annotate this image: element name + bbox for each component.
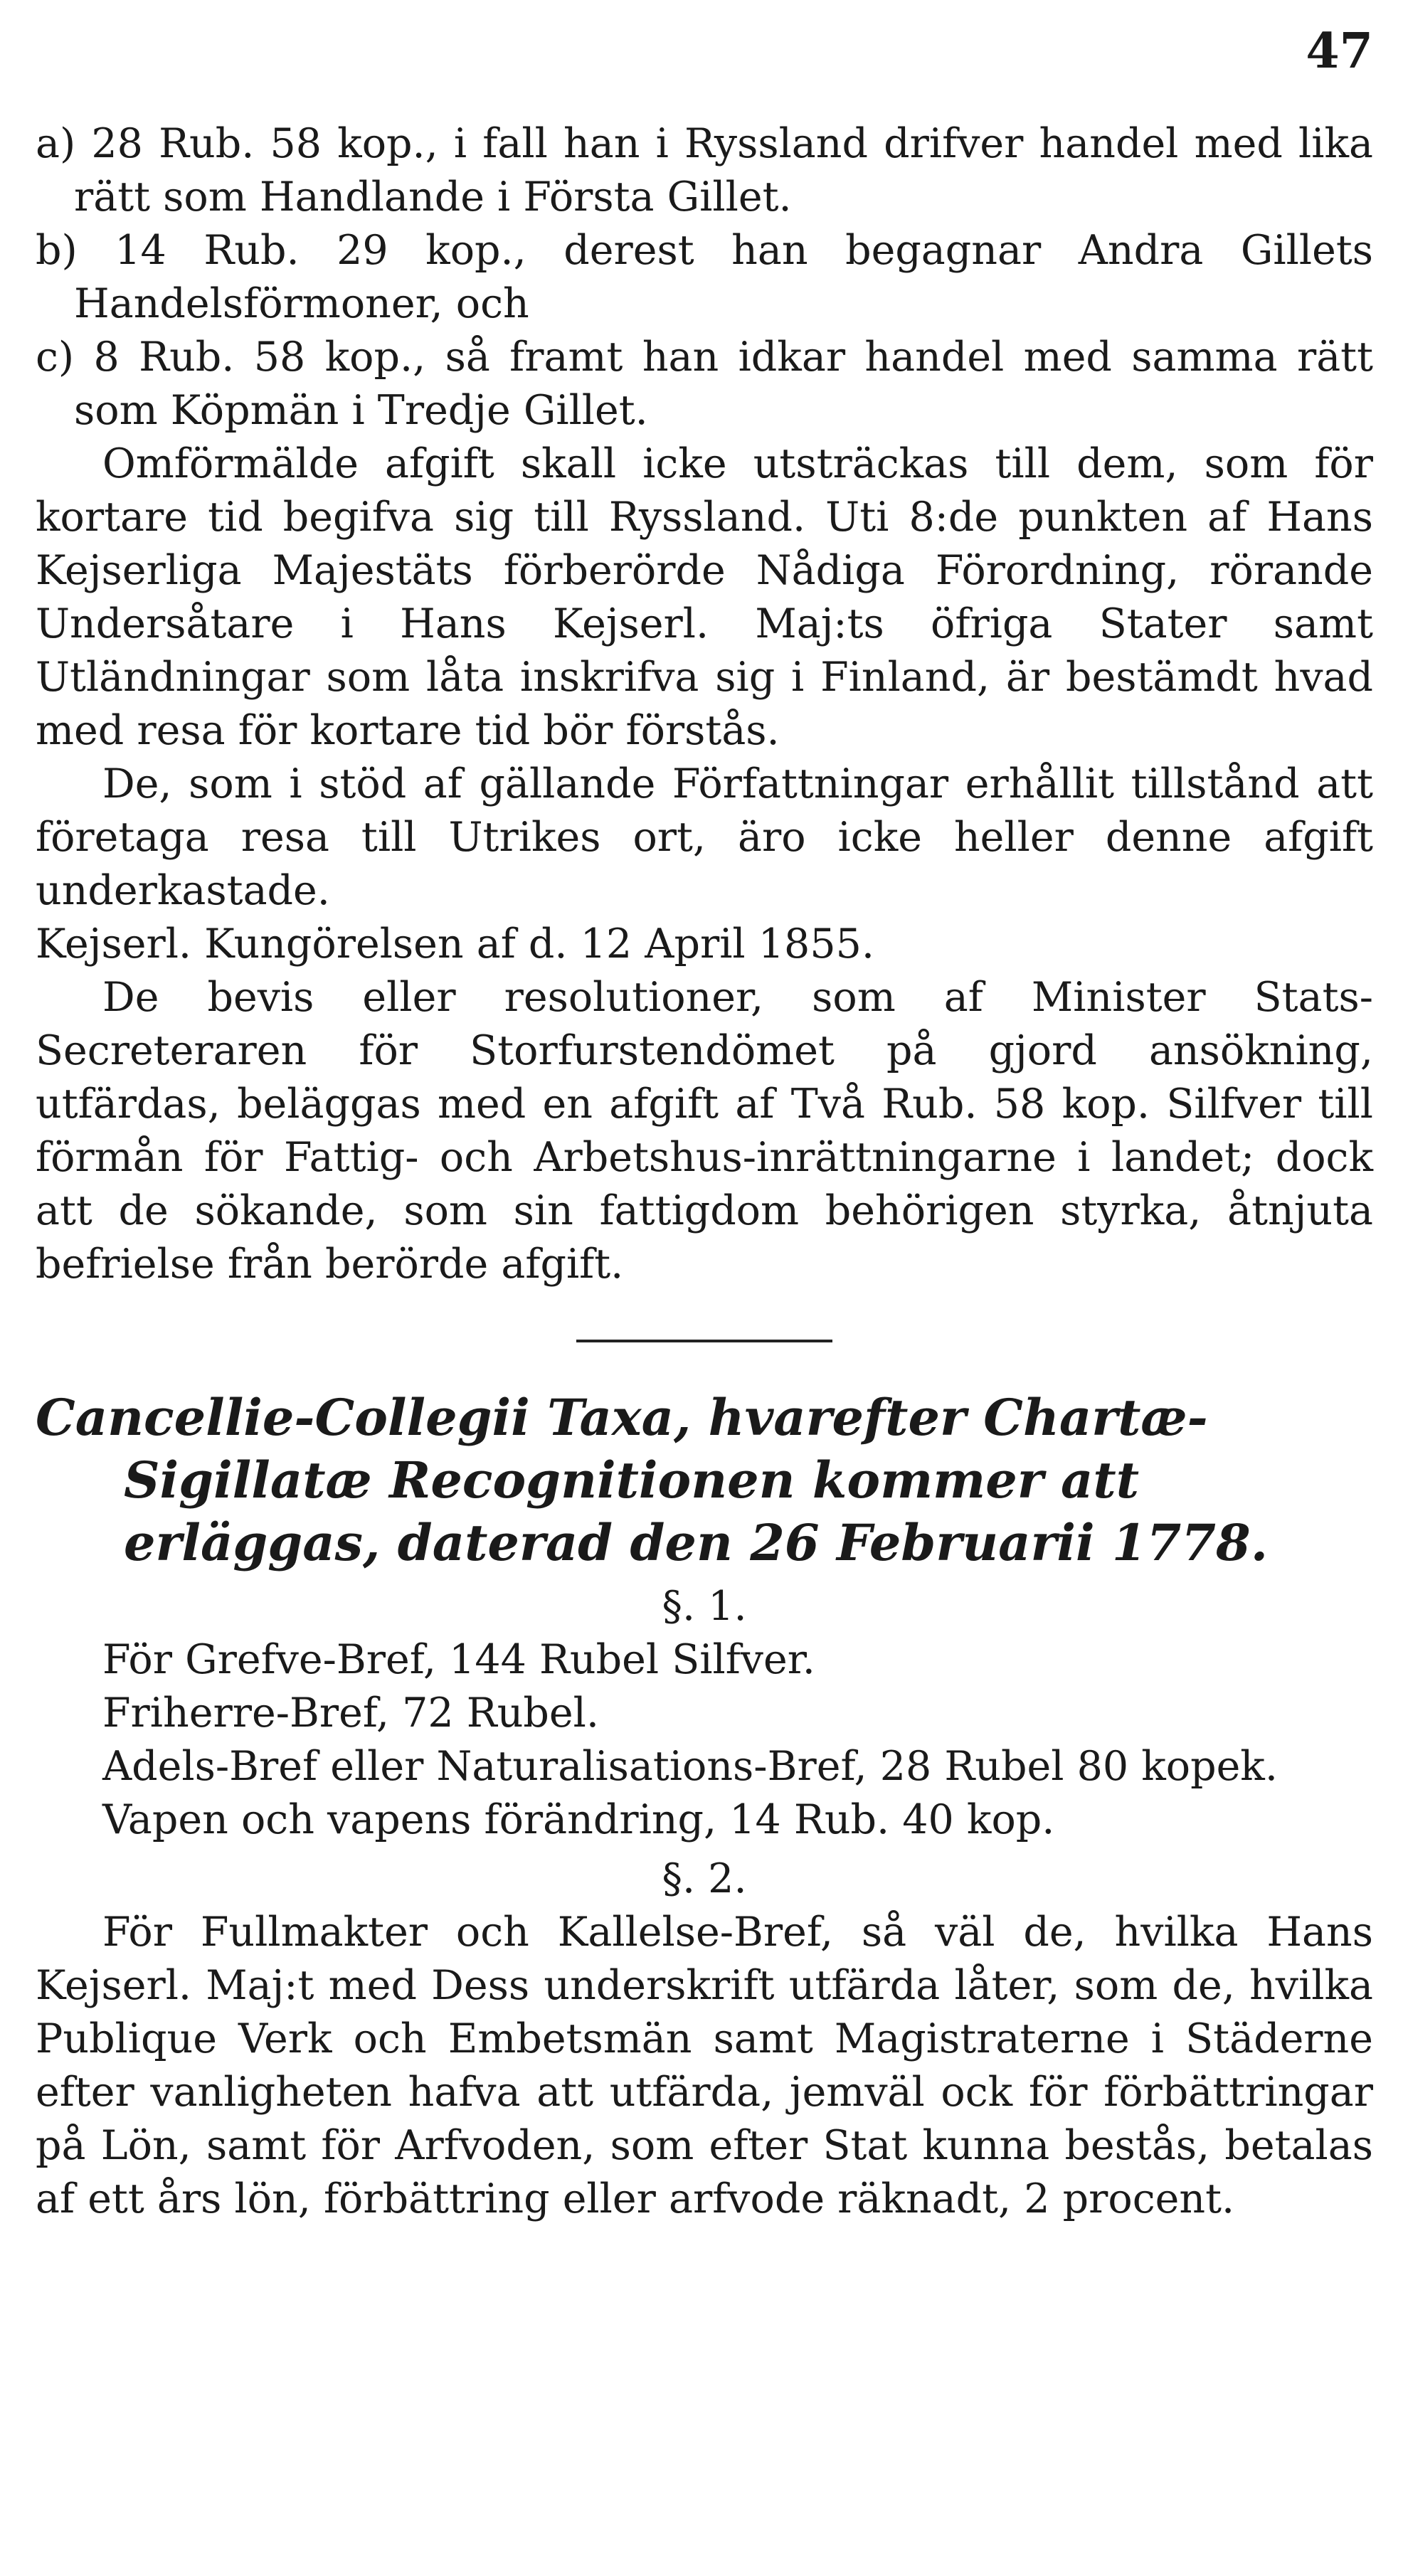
taxa-heading: Cancellie-Collegii Taxa, hvarefter Chartæ-Sigillatæ Recognitionen kommer att erläggas, daterad den 26 Februarii 1778. bbox=[36, 1388, 1269, 1572]
section-2-text: För Fullmakter och Kallelse-Bref, så väl de, hvilka Hans Kejserl. Maj:t med Dess underskrift utfärda låter, som de, hvilka Publique Verk och Embetsmän samt Magistraterne i Städerne efter vanligheten hafva att utfärda, jemväl ock för förbättringar på Lön, samt för Arfvoden, som efter Stat kunna bestås, betalas af ett års lön, förbättring eller arfvode räknadt, 2 procent. bbox=[36, 1909, 1373, 2222]
item-b: b) 14 Rub. 29 kop., derest han begagnar Andra Gillets Handelsförmoner, och bbox=[36, 227, 1373, 327]
paragraph-utrikes: De, som i stöd af gällande Författningar erhållit tillstånd att företaga resa till Utrikes ort, äro icke heller denne afgift underkastade. bbox=[36, 760, 1373, 914]
item-c: c) 8 Rub. 58 kop., så framt han idkar handel med samma rätt som Köpmän i Tredje Gillet. bbox=[36, 334, 1373, 434]
section-1-line: Vapen och vapens förändring, 14 Rub. 40 kop. bbox=[102, 1796, 1055, 1843]
paragraph-bevis: De bevis eller resolutioner, som af Minister Stats-Secreteraren för Storfurstendömet på gjord ansökning, utfärdas, beläggas med en afgift af Två Rub. 58 kop. Silfver till förmån för Fattig- och Arbetshus-inrättningarne i landet; dock att de sökande, som sin fattigdom behörigen styrka, åtnjuta befrielse från berörde afgift. bbox=[36, 974, 1373, 1288]
section-1-title: §. 1. bbox=[662, 1583, 747, 1630]
page-body bbox=[36, 117, 1373, 2226]
page-number: 47 bbox=[1306, 23, 1373, 80]
section-1-line: För Grefve-Bref, 144 Rubel Silfver. bbox=[102, 1636, 815, 1683]
section-1-line: Adels-Bref eller Naturalisations-Bref, 28 Rubel 80 kopek. bbox=[102, 1743, 1278, 1790]
section-divider bbox=[576, 1340, 832, 1342]
paragraph-omformalde: Omförmälde afgift skall icke utsträckas till dem, som för kortare tid begifva sig till Ryssland. Uti 8:de punkten af Hans Kejserliga Majestäts förberörde Nådiga Förordning, rörande Undersåtare i Hans Kejserl. Maj:ts öfriga Stater samt Utländningar som låta inskrifva sig i Finland, är bestämdt hvad med resa för kortare tid bör förstås. bbox=[36, 440, 1373, 754]
kungorelse-reference: Kejserl. Kungörelsen af d. 12 April 1855. bbox=[36, 921, 874, 968]
section-1-line: Friherre-Bref, 72 Rubel. bbox=[102, 1690, 599, 1737]
item-a: a) 28 Rub. 58 kop., i fall han i Ryssland drifver handel med lika rätt som Handlande i Första Gillet. bbox=[36, 120, 1373, 221]
section-2-title: §. 2. bbox=[662, 1855, 747, 1902]
